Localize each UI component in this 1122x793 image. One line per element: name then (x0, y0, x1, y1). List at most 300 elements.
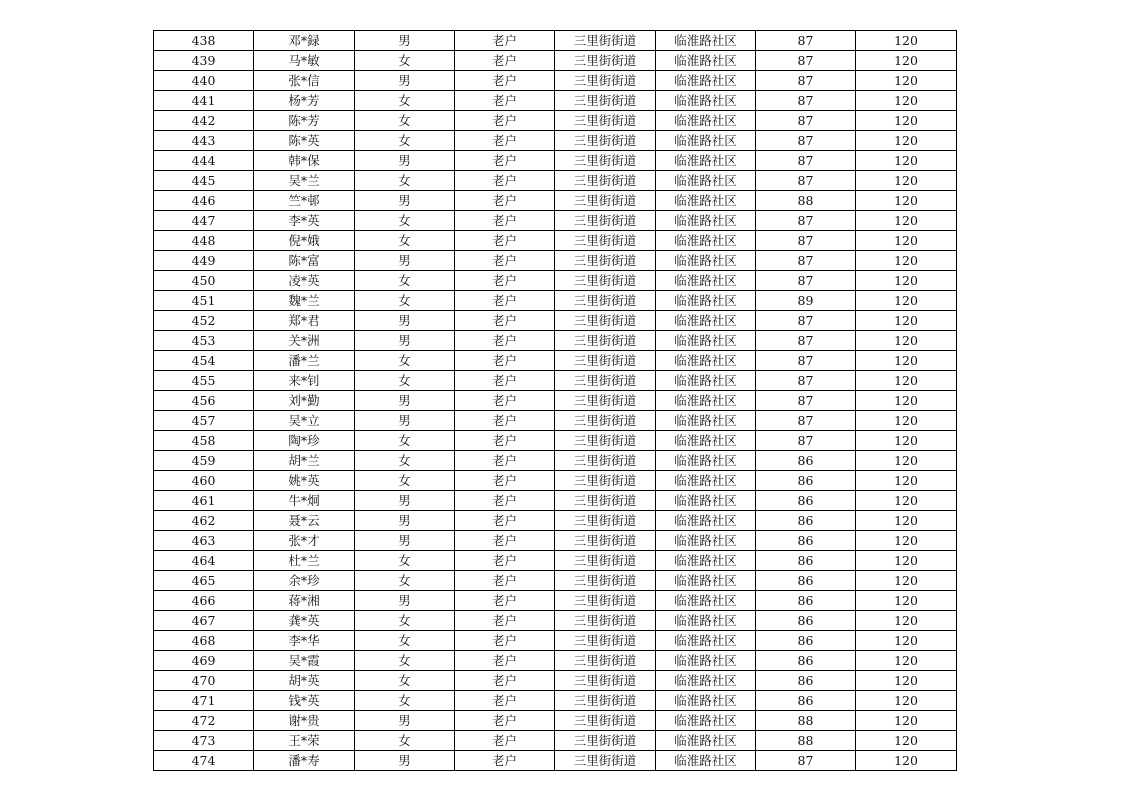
amount-cell: 120 (856, 331, 957, 351)
table-row (154, 411, 957, 431)
table-row (154, 31, 957, 51)
gender-cell: 女 (355, 431, 455, 451)
gender-cell: 女 (355, 371, 455, 391)
amount-cell: 120 (856, 611, 957, 631)
household-type-cell: 老户 (455, 471, 555, 491)
age-cell: 86 (756, 451, 856, 471)
table-row (154, 311, 957, 331)
subdistrict-cell: 三里街街道 (555, 551, 656, 571)
serial-number-cell: 444 (154, 151, 254, 171)
gender-cell: 男 (355, 151, 455, 171)
table-row (154, 131, 957, 151)
age-cell: 87 (756, 91, 856, 111)
name-cell: 魏*兰 (254, 291, 355, 311)
table-row (154, 151, 957, 171)
name-cell: 谢*贵 (254, 711, 355, 731)
amount-cell: 120 (856, 631, 957, 651)
subdistrict-cell: 三里街街道 (555, 571, 656, 591)
gender-cell: 女 (355, 571, 455, 591)
gender-cell: 男 (355, 711, 455, 731)
amount-cell: 120 (856, 231, 957, 251)
amount-cell: 120 (856, 531, 957, 551)
table-row (154, 191, 957, 211)
age-cell: 88 (756, 711, 856, 731)
amount-cell: 120 (856, 371, 957, 391)
subdistrict-cell: 三里街街道 (555, 31, 656, 51)
subdistrict-cell: 三里街街道 (555, 231, 656, 251)
subdistrict-cell: 三里街街道 (555, 751, 656, 771)
household-type-cell: 老户 (455, 91, 555, 111)
community-cell: 临淮路社区 (656, 371, 756, 391)
serial-number-cell: 440 (154, 71, 254, 91)
household-type-cell: 老户 (455, 671, 555, 691)
subdistrict-cell: 三里街街道 (555, 131, 656, 151)
amount-cell: 120 (856, 31, 957, 51)
household-type-cell: 老户 (455, 751, 555, 771)
gender-cell: 男 (355, 191, 455, 211)
community-cell: 临淮路社区 (656, 211, 756, 231)
community-cell: 临淮路社区 (656, 191, 756, 211)
household-type-cell: 老户 (455, 651, 555, 671)
name-cell: 龚*英 (254, 611, 355, 631)
table-row (154, 491, 957, 511)
serial-number-cell: 441 (154, 91, 254, 111)
subdistrict-cell: 三里街街道 (555, 731, 656, 751)
gender-cell: 女 (355, 351, 455, 371)
subdistrict-cell: 三里街街道 (555, 271, 656, 291)
table-row (154, 531, 957, 551)
subdistrict-cell: 三里街街道 (555, 171, 656, 191)
name-cell: 杜*兰 (254, 551, 355, 571)
serial-number-cell: 450 (154, 271, 254, 291)
serial-number-cell: 442 (154, 111, 254, 131)
name-cell: 胡*兰 (254, 451, 355, 471)
gender-cell: 男 (355, 331, 455, 351)
household-type-cell: 老户 (455, 351, 555, 371)
serial-number-cell: 470 (154, 671, 254, 691)
name-cell: 余*珍 (254, 571, 355, 591)
age-cell: 87 (756, 31, 856, 51)
document-page (153, 30, 956, 771)
community-cell: 临淮路社区 (656, 171, 756, 191)
subdistrict-cell: 三里街街道 (555, 611, 656, 631)
community-cell: 临淮路社区 (656, 351, 756, 371)
community-cell: 临淮路社区 (656, 671, 756, 691)
gender-cell: 男 (355, 511, 455, 531)
community-cell: 临淮路社区 (656, 471, 756, 491)
age-cell: 87 (756, 211, 856, 231)
amount-cell: 120 (856, 691, 957, 711)
community-cell: 临淮路社区 (656, 411, 756, 431)
table-row (154, 711, 957, 731)
age-cell: 86 (756, 551, 856, 571)
amount-cell: 120 (856, 511, 957, 531)
household-type-cell: 老户 (455, 551, 555, 571)
subdistrict-cell: 三里街街道 (555, 691, 656, 711)
gender-cell: 男 (355, 31, 455, 51)
gender-cell: 女 (355, 631, 455, 651)
subdistrict-cell: 三里街街道 (555, 471, 656, 491)
age-cell: 86 (756, 611, 856, 631)
name-cell: 吴*兰 (254, 171, 355, 191)
serial-number-cell: 438 (154, 31, 254, 51)
amount-cell: 120 (856, 411, 957, 431)
age-cell: 87 (756, 231, 856, 251)
table-body (154, 31, 957, 771)
community-cell: 临淮路社区 (656, 571, 756, 591)
table-row (154, 71, 957, 91)
amount-cell: 120 (856, 51, 957, 71)
age-cell: 86 (756, 591, 856, 611)
household-type-cell: 老户 (455, 451, 555, 471)
table-row (154, 651, 957, 671)
community-cell: 临淮路社区 (656, 51, 756, 71)
gender-cell: 女 (355, 271, 455, 291)
household-type-cell: 老户 (455, 371, 555, 391)
serial-number-cell: 472 (154, 711, 254, 731)
subdistrict-cell: 三里街街道 (555, 591, 656, 611)
subdistrict-cell: 三里街街道 (555, 51, 656, 71)
community-cell: 临淮路社区 (656, 531, 756, 551)
table-row (154, 171, 957, 191)
community-cell: 临淮路社区 (656, 251, 756, 271)
amount-cell: 120 (856, 151, 957, 171)
subdistrict-cell: 三里街街道 (555, 451, 656, 471)
community-cell: 临淮路社区 (656, 751, 756, 771)
amount-cell: 120 (856, 131, 957, 151)
household-type-cell: 老户 (455, 171, 555, 191)
name-cell: 潘*寿 (254, 751, 355, 771)
name-cell: 马*敏 (254, 51, 355, 71)
age-cell: 87 (756, 411, 856, 431)
community-cell: 临淮路社区 (656, 91, 756, 111)
household-type-cell: 老户 (455, 311, 555, 331)
age-cell: 86 (756, 531, 856, 551)
amount-cell: 120 (856, 731, 957, 751)
household-type-cell: 老户 (455, 111, 555, 131)
gender-cell: 男 (355, 391, 455, 411)
gender-cell: 女 (355, 471, 455, 491)
age-cell: 87 (756, 251, 856, 271)
gender-cell: 女 (355, 51, 455, 71)
amount-cell: 120 (856, 571, 957, 591)
serial-number-cell: 448 (154, 231, 254, 251)
serial-number-cell: 446 (154, 191, 254, 211)
name-cell: 刘*勤 (254, 391, 355, 411)
community-cell: 临淮路社区 (656, 551, 756, 571)
gender-cell: 女 (355, 651, 455, 671)
table-row (154, 271, 957, 291)
name-cell: 韩*保 (254, 151, 355, 171)
serial-number-cell: 449 (154, 251, 254, 271)
community-cell: 临淮路社区 (656, 711, 756, 731)
name-cell: 陈*富 (254, 251, 355, 271)
table-row (154, 371, 957, 391)
community-cell: 临淮路社区 (656, 131, 756, 151)
name-cell: 来*钊 (254, 371, 355, 391)
name-cell: 李*华 (254, 631, 355, 651)
serial-number-cell: 473 (154, 731, 254, 751)
gender-cell: 女 (355, 211, 455, 231)
age-cell: 87 (756, 751, 856, 771)
community-cell: 临淮路社区 (656, 331, 756, 351)
community-cell: 临淮路社区 (656, 631, 756, 651)
age-cell: 87 (756, 431, 856, 451)
household-type-cell: 老户 (455, 291, 555, 311)
name-cell: 杨*芳 (254, 91, 355, 111)
table-row (154, 731, 957, 751)
household-type-cell: 老户 (455, 131, 555, 151)
age-cell: 87 (756, 171, 856, 191)
community-cell: 临淮路社区 (656, 311, 756, 331)
name-cell: 陶*珍 (254, 431, 355, 451)
household-type-cell: 老户 (455, 271, 555, 291)
community-cell: 临淮路社区 (656, 71, 756, 91)
subdistrict-cell: 三里街街道 (555, 491, 656, 511)
amount-cell: 120 (856, 391, 957, 411)
table-row (154, 431, 957, 451)
serial-number-cell: 467 (154, 611, 254, 631)
gender-cell: 女 (355, 671, 455, 691)
household-type-cell: 老户 (455, 331, 555, 351)
community-cell: 临淮路社区 (656, 591, 756, 611)
gender-cell: 女 (355, 611, 455, 631)
age-cell: 87 (756, 51, 856, 71)
serial-number-cell: 445 (154, 171, 254, 191)
subdistrict-cell: 三里街街道 (555, 71, 656, 91)
household-type-cell: 老户 (455, 391, 555, 411)
serial-number-cell: 474 (154, 751, 254, 771)
subdistrict-cell: 三里街街道 (555, 631, 656, 651)
household-type-cell: 老户 (455, 431, 555, 451)
name-cell: 吴*霞 (254, 651, 355, 671)
table-row (154, 611, 957, 631)
community-cell: 临淮路社区 (656, 691, 756, 711)
subdistrict-cell: 三里街街道 (555, 371, 656, 391)
age-cell: 87 (756, 271, 856, 291)
community-cell: 临淮路社区 (656, 31, 756, 51)
amount-cell: 120 (856, 211, 957, 231)
subdistrict-cell: 三里街街道 (555, 111, 656, 131)
gender-cell: 女 (355, 451, 455, 471)
amount-cell: 120 (856, 751, 957, 771)
name-cell: 陈*芳 (254, 111, 355, 131)
name-cell: 关*洲 (254, 331, 355, 351)
household-type-cell: 老户 (455, 211, 555, 231)
community-cell: 临淮路社区 (656, 231, 756, 251)
age-cell: 89 (756, 291, 856, 311)
age-cell: 87 (756, 151, 856, 171)
table-row (154, 671, 957, 691)
table-row (154, 51, 957, 71)
subdistrict-cell: 三里街街道 (555, 251, 656, 271)
household-type-cell: 老户 (455, 151, 555, 171)
household-type-cell: 老户 (455, 251, 555, 271)
amount-cell: 120 (856, 71, 957, 91)
gender-cell: 女 (355, 231, 455, 251)
serial-number-cell: 457 (154, 411, 254, 431)
table-row (154, 751, 957, 771)
table-row (154, 331, 957, 351)
name-cell: 聂*云 (254, 511, 355, 531)
serial-number-cell: 465 (154, 571, 254, 591)
household-type-cell: 老户 (455, 631, 555, 651)
gender-cell: 男 (355, 411, 455, 431)
age-cell: 87 (756, 111, 856, 131)
household-type-cell: 老户 (455, 491, 555, 511)
gender-cell: 女 (355, 91, 455, 111)
name-cell: 钱*英 (254, 691, 355, 711)
subdistrict-cell: 三里街街道 (555, 411, 656, 431)
subdistrict-cell: 三里街街道 (555, 391, 656, 411)
name-cell: 吴*立 (254, 411, 355, 431)
age-cell: 86 (756, 471, 856, 491)
household-type-cell: 老户 (455, 411, 555, 431)
amount-cell: 120 (856, 431, 957, 451)
serial-number-cell: 451 (154, 291, 254, 311)
household-type-cell: 老户 (455, 191, 555, 211)
subdistrict-cell: 三里街街道 (555, 671, 656, 691)
name-cell: 郑*君 (254, 311, 355, 331)
community-cell: 临淮路社区 (656, 291, 756, 311)
age-cell: 87 (756, 371, 856, 391)
subdistrict-cell: 三里街街道 (555, 531, 656, 551)
amount-cell: 120 (856, 171, 957, 191)
gender-cell: 女 (355, 291, 455, 311)
subdistrict-cell: 三里街街道 (555, 351, 656, 371)
age-cell: 86 (756, 491, 856, 511)
serial-number-cell: 459 (154, 451, 254, 471)
table-row (154, 451, 957, 471)
subdistrict-cell: 三里街街道 (555, 331, 656, 351)
serial-number-cell: 460 (154, 471, 254, 491)
amount-cell: 120 (856, 111, 957, 131)
serial-number-cell: 469 (154, 651, 254, 671)
name-cell: 胡*英 (254, 671, 355, 691)
gender-cell: 女 (355, 131, 455, 151)
name-cell: 王*荣 (254, 731, 355, 751)
subdistrict-cell: 三里街街道 (555, 291, 656, 311)
table-row (154, 591, 957, 611)
amount-cell: 120 (856, 191, 957, 211)
age-cell: 86 (756, 691, 856, 711)
serial-number-cell: 471 (154, 691, 254, 711)
serial-number-cell: 447 (154, 211, 254, 231)
gender-cell: 女 (355, 111, 455, 131)
community-cell: 临淮路社区 (656, 451, 756, 471)
community-cell: 临淮路社区 (656, 491, 756, 511)
gender-cell: 男 (355, 251, 455, 271)
table-row (154, 471, 957, 491)
community-cell: 临淮路社区 (656, 151, 756, 171)
amount-cell: 120 (856, 291, 957, 311)
table-row (154, 351, 957, 371)
subdistrict-cell: 三里街街道 (555, 711, 656, 731)
name-cell: 凌*英 (254, 271, 355, 291)
age-cell: 86 (756, 651, 856, 671)
serial-number-cell: 463 (154, 531, 254, 551)
age-cell: 87 (756, 331, 856, 351)
table-row (154, 511, 957, 531)
table-row (154, 91, 957, 111)
table-row (154, 551, 957, 571)
community-cell: 临淮路社区 (656, 511, 756, 531)
name-cell: 邓*録 (254, 31, 355, 51)
serial-number-cell: 468 (154, 631, 254, 651)
serial-number-cell: 455 (154, 371, 254, 391)
name-cell: 蒋*湘 (254, 591, 355, 611)
table-row (154, 291, 957, 311)
community-cell: 临淮路社区 (656, 111, 756, 131)
gender-cell: 女 (355, 171, 455, 191)
household-type-cell: 老户 (455, 571, 555, 591)
name-cell: 陈*英 (254, 131, 355, 151)
serial-number-cell: 454 (154, 351, 254, 371)
serial-number-cell: 443 (154, 131, 254, 151)
age-cell: 86 (756, 671, 856, 691)
amount-cell: 120 (856, 491, 957, 511)
community-cell: 临淮路社区 (656, 611, 756, 631)
household-type-cell: 老户 (455, 611, 555, 631)
name-cell: 牛*炯 (254, 491, 355, 511)
household-type-cell: 老户 (455, 71, 555, 91)
gender-cell: 男 (355, 311, 455, 331)
table-row (154, 231, 957, 251)
household-type-cell: 老户 (455, 531, 555, 551)
amount-cell: 120 (856, 91, 957, 111)
subdistrict-cell: 三里街街道 (555, 91, 656, 111)
serial-number-cell: 453 (154, 331, 254, 351)
amount-cell: 120 (856, 591, 957, 611)
name-cell: 李*英 (254, 211, 355, 231)
subdistrict-cell: 三里街街道 (555, 311, 656, 331)
household-type-cell: 老户 (455, 231, 555, 251)
gender-cell: 女 (355, 731, 455, 751)
age-cell: 86 (756, 571, 856, 591)
amount-cell: 120 (856, 351, 957, 371)
household-type-cell: 老户 (455, 711, 555, 731)
age-cell: 86 (756, 631, 856, 651)
name-cell: 张*信 (254, 71, 355, 91)
serial-number-cell: 458 (154, 431, 254, 451)
amount-cell: 120 (856, 311, 957, 331)
amount-cell: 120 (856, 651, 957, 671)
community-cell: 临淮路社区 (656, 431, 756, 451)
serial-number-cell: 462 (154, 511, 254, 531)
subdistrict-cell: 三里街街道 (555, 431, 656, 451)
age-cell: 88 (756, 731, 856, 751)
household-type-cell: 老户 (455, 511, 555, 531)
gender-cell: 男 (355, 491, 455, 511)
community-cell: 临淮路社区 (656, 271, 756, 291)
subdistrict-cell: 三里街街道 (555, 211, 656, 231)
amount-cell: 120 (856, 251, 957, 271)
household-type-cell: 老户 (455, 591, 555, 611)
serial-number-cell: 439 (154, 51, 254, 71)
serial-number-cell: 464 (154, 551, 254, 571)
age-cell: 87 (756, 71, 856, 91)
serial-number-cell: 466 (154, 591, 254, 611)
name-cell: 潘*兰 (254, 351, 355, 371)
age-cell: 87 (756, 351, 856, 371)
name-cell: 姚*英 (254, 471, 355, 491)
table-row (154, 631, 957, 651)
table-row (154, 691, 957, 711)
subdistrict-cell: 三里街街道 (555, 191, 656, 211)
table-row (154, 571, 957, 591)
amount-cell: 120 (856, 711, 957, 731)
gender-cell: 男 (355, 591, 455, 611)
